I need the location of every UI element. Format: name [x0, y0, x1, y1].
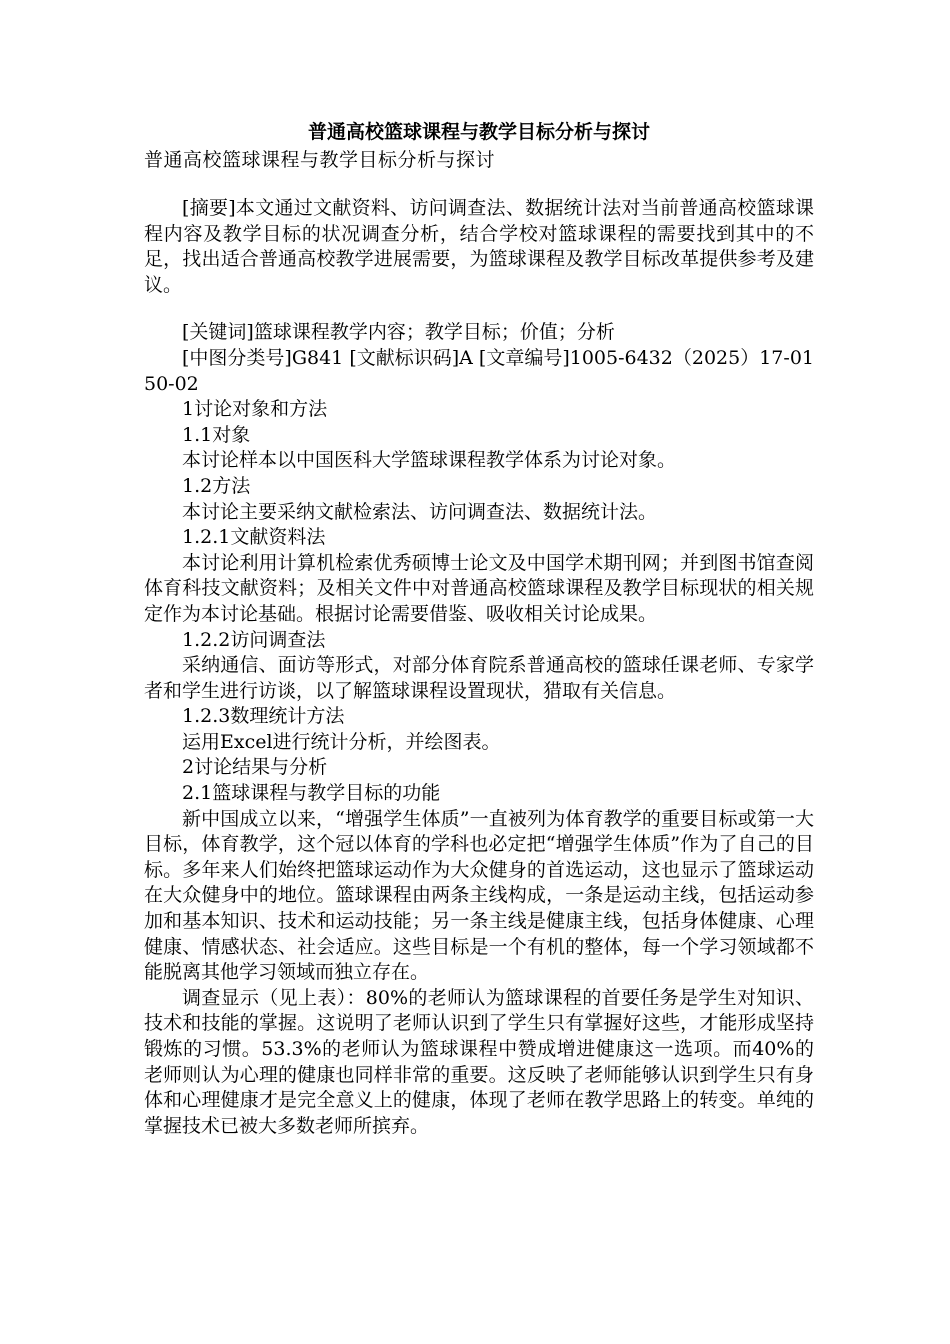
paragraph-gap	[144, 298, 814, 320]
document-subtitle: 普通高校篮球课程与教学目标分析与探讨	[144, 149, 496, 171]
body-paragraph: 新中国成立以来，“增强学生体质”一直被列为体育教学的重要目标或第一大目标，体育教学，这个冠以体育的学科也必定把“增强学生体质”作为了自己的目标。多年来人们始终把篮球运动作为大众健身的首选运动，这也显示了篮球运动在大众健身中的地位。篮球课程由两条主线构成，一条是运动主线，包括运动参加和基本知识、技术和运动技能；另一条主线是健康主线，包括身体健康、心理健康、情感状态、社会适应。这些目标是一个有机的整体，每一个学习领域都不能脱离其他学习领域而独立存在。	[144, 807, 814, 984]
body-paragraph: 本讨论主要采纳文献检索法、访问调查法、数据统计法。	[182, 500, 658, 523]
section-heading: 2讨论结果与分析	[182, 756, 328, 779]
body-paragraph: 采纳通信、面访等形式，对部分体育院系普通高校的篮球任课老师、专家学者和学生进行访谈，以了解篮球课程设置现状，猎取有关信息。	[144, 654, 814, 702]
section-heading: 1.2.3数理统计方法	[182, 705, 345, 728]
section-heading: 1.2.2访问调查法	[182, 628, 326, 651]
section-heading: 1.1对象	[182, 423, 251, 446]
body-paragraph: 运用Excel进行统计分析，并绘图表。	[182, 730, 501, 753]
section-heading: 1讨论对象和方法	[182, 398, 328, 421]
body-paragraph: 本讨论样本以中国医科大学篮球课程教学体系为讨论对象。	[182, 449, 677, 472]
body-paragraph: 调查显示（见上表）：80%的老师认为篮球课程的首要任务是学生对知识、技术和技能的掌握。这说明了老师认识到了学生只有掌握好这些，才能形成坚持锻炼的习惯。53.3%的老师认为篮球课程中赞成增进健康这一选项。而40%的老师则认为心理的健康也同样非常的重要。这反映了老师能够认识到学生只有身体和心理健康才是完全意义上的健康，体现了老师在教学思路上的转变。单纯的掌握技术已被大多数老师所摈弃。	[144, 986, 814, 1137]
body-paragraph: 本讨论利用计算机检索优秀硕博士论文及中国学术期刊网；并到图书馆查阅体育科技文献资料；及相关文件中对普通高校篮球课程及教学目标现状的相关规定作为本讨论基础。根据讨论需要借鉴、吸收相关讨论成果。	[144, 551, 814, 625]
document-page	[144, 118, 814, 1139]
document-title: 普通高校篮球课程与教学目标分析与探讨	[307, 121, 650, 143]
keywords-line: [关键词]篮球课程教学内容；教学目标；价值；分析	[182, 321, 615, 344]
section-heading: 1.2方法	[182, 474, 251, 497]
section-heading: 1.2.1文献资料法	[182, 526, 326, 549]
abstract-paragraph: [摘要]本文通过文献资料、访问调查法、数据统计法对当前普通高校篮球课程内容及教学目标的状况调查分析，结合学校对篮球课程的需要找到其中的不足，找出适合普通高校教学进展需要，为篮球课程及教学目标改革提供参考及建议。	[144, 197, 814, 296]
section-heading: 2.1篮球课程与教学目标的功能	[182, 782, 441, 805]
classification-line: [中图分类号]G841 [文献标识码]A [文章编号]1005-6432（2025）17-0150-02	[144, 346, 814, 395]
